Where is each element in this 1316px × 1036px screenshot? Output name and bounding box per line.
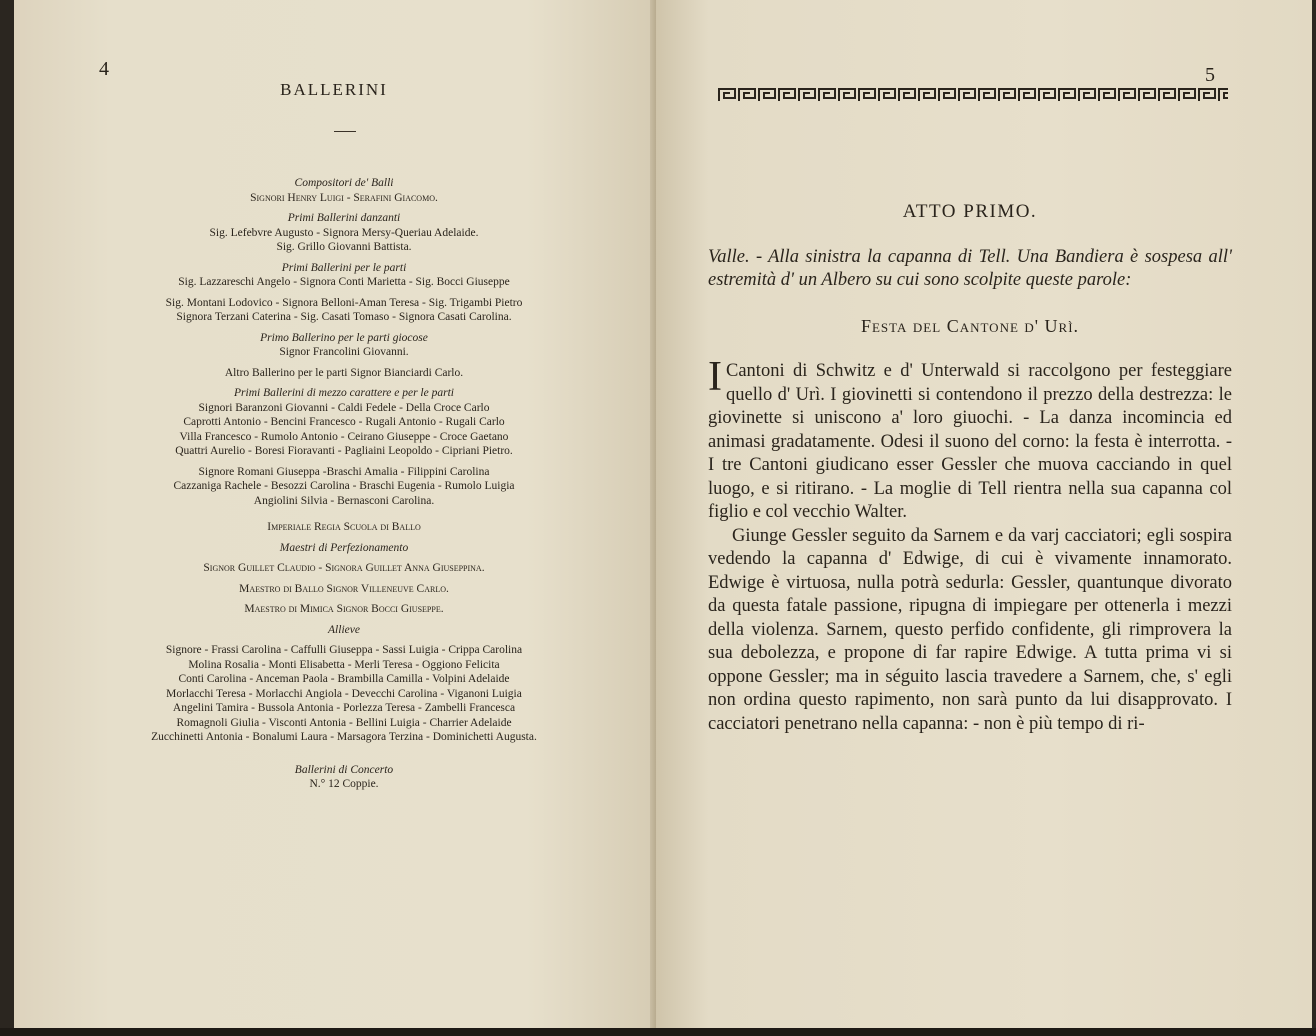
roster-line: Signori Baranzoni Giovanni - Caldi Fedele - Della Croce Carlo [198,401,490,414]
dancer-roster [74,176,614,792]
roster-line: Sig. Lefebvre Augusto - Signora Mersy-Queriau Adelaide. [209,226,479,239]
inscription: Festa del Cantone d' Urì. [860,315,1080,336]
act-title: ATTO PRIMO. [902,201,1038,222]
greek-key-ornament [718,88,1228,102]
paragraph-1-text: Cantoni di Schwitz e d' Unterwald si raccolgono per festeggiare quello d' Urì. I giovinetti si contendono il prezzo della destrezza: le giovinette si uniscono a' loro giuochi. - La danza incomincia ed animasi gradatamente. Odesi il suono del corno: la festa è interrotta. - I tre Cantoni giudicano esser Gessler che muova cacciando in quel luogo, e si ritirano. - La moglie di Tell rientra nella sua capanna col figlio e col vecchio Walter. [708,361,1232,522]
title-rule [334,131,356,132]
table-edge [0,1028,1316,1036]
roster-line: Zucchinetti Antonia - Bonalumi Laura - Marsagora Terzina - Dominichetti Augusta. [151,731,537,743]
roster-line: Angiolini Silvia - Bernasconi Carolina. [253,494,435,507]
roster-line: Primo Ballerino per le parti giocose [260,331,428,344]
roster-line: Sig. Grillo Giovanni Battista. [276,241,412,253]
roster-line: Ballerini di Concerto [294,763,394,776]
roster-line: Imperiale Regia Scuola di Ballo [267,521,421,533]
roster-line: Signore Romani Giuseppa -Braschi Amalia - Filippini Carolina [198,465,490,478]
roster-line: Sig. Lazzareschi Angelo - Signora Conti Marietta - Sig. Bocci Giuseppe [178,276,510,288]
right-page-number: 5 [1205,64,1215,86]
left-page-title: BALLERINI [280,80,388,99]
roster-line: Villa Francesco - Rumolo Antonio - Ceirano Giuseppe - Croce Gaetano [179,430,509,443]
roster-line: Cazzaniga Rachele - Besozzi Carolina - Braschi Eugenia - Rumolo Luigia [173,480,515,492]
roster-line: Maestro di Mimica Signor Bocci Giuseppe. [244,603,444,615]
stage-direction: Valle. - Alla sinistra la capanna di Tell. Una Bandiera è sospesa all' estremità d' un Albero su cui sono scolpite queste parole: [708,246,1232,290]
roster-line: Conti Carolina - Anceman Paola - Brambilla Camilla - Volpini Adelaide [178,673,510,685]
roster-line: Primi Ballerini danzanti [287,212,401,224]
right-page-body [708,200,1232,736]
roster-line: Maestri di Perfezionamento [279,541,409,554]
roster-line: Maestro di Ballo Signor Villeneuve Carlo. [239,582,449,595]
roster-line: Allieve [328,623,360,636]
roster-line: Signor Francolini Giovanni. [279,346,409,358]
left-page [14,0,654,1030]
roster-line: Primi Ballerini di mezzo carattere e per le parti [234,387,454,399]
roster-line: N.° 12 Coppie. [309,778,379,790]
right-page [656,0,1312,1030]
roster-line: Signore - Frassi Carolina - Caffulli Giuseppa - Sassi Luigia - Crippa Carolina [165,644,523,656]
roster-line: Caprotti Antonio - Bencini Francesco - Rugali Antonio - Rugali Carlo [183,416,505,428]
left-page-number: 4 [99,58,109,80]
roster-line: Molina Rosalia - Monti Elisabetta - Merli Teresa - Oggiono Felicita [188,658,500,671]
roster-line: Sig. Montani Lodovico - Signora Belloni-Aman Teresa - Sig. Trigambi Pietro [165,296,523,309]
roster-line: Signor Guillet Claudio - Signora Guillet Anna Giuseppina. [203,562,485,574]
roster-line: Morlacchi Teresa - Morlacchi Angiola - Devecchi Carolina - Viganoni Luigia [166,687,522,700]
roster-line: Quattri Aurelio - Boresi Fioravanti - Pagliaini Leopoldo - Cipriani Pietro. [175,445,513,457]
paragraph-2: Giunge Gessler seguito da Sarnem e da varj cacciatori; egli sospira vedendo la capanna d' Edwige, di cui è vivamente innamorato. Edwige è virtuosa, nulla potrà sedurla: Gessler, quantunque divorato da questa fatale passione, ripugna di impiegare per ottenerla i mezzi della violenza. Sarnem, questo perfido confidente, gli rimprovera la sua debolezza, e propone di far rapire Edwige. A tutta prima vi si oppone Gessler; ma in séguito lascia travedere a Sarnem, che, s' egli non ordina questo rapimento, non sarà punto da lui disapprovato. I cacciatori penetrano nella capanna: - non è più tempo di ri- [708,525,1232,734]
drop-cap: I [708,354,722,400]
roster-line: Altro Ballerino per le parti Signor Bianciardi Carlo. [224,366,464,379]
roster-line: Romagnoli Giulia - Visconti Antonia - Bellini Luigia - Charrier Adelaide [176,716,512,729]
roster-line: Compositori de' Balli [294,177,394,189]
paragraph-1 [708,354,1232,525]
roster-line: Angelini Tamira - Bussola Antonia - Porlezza Teresa - Zambelli Francesca [172,702,516,714]
roster-line: Primi Ballerini per le parti [281,261,407,274]
roster-line: Signori Henry Luigi - Serafini Giacomo. [250,191,438,204]
roster-line: Signora Terzani Caterina - Sig. Casati Tomaso - Signora Casati Carolina. [176,311,512,323]
